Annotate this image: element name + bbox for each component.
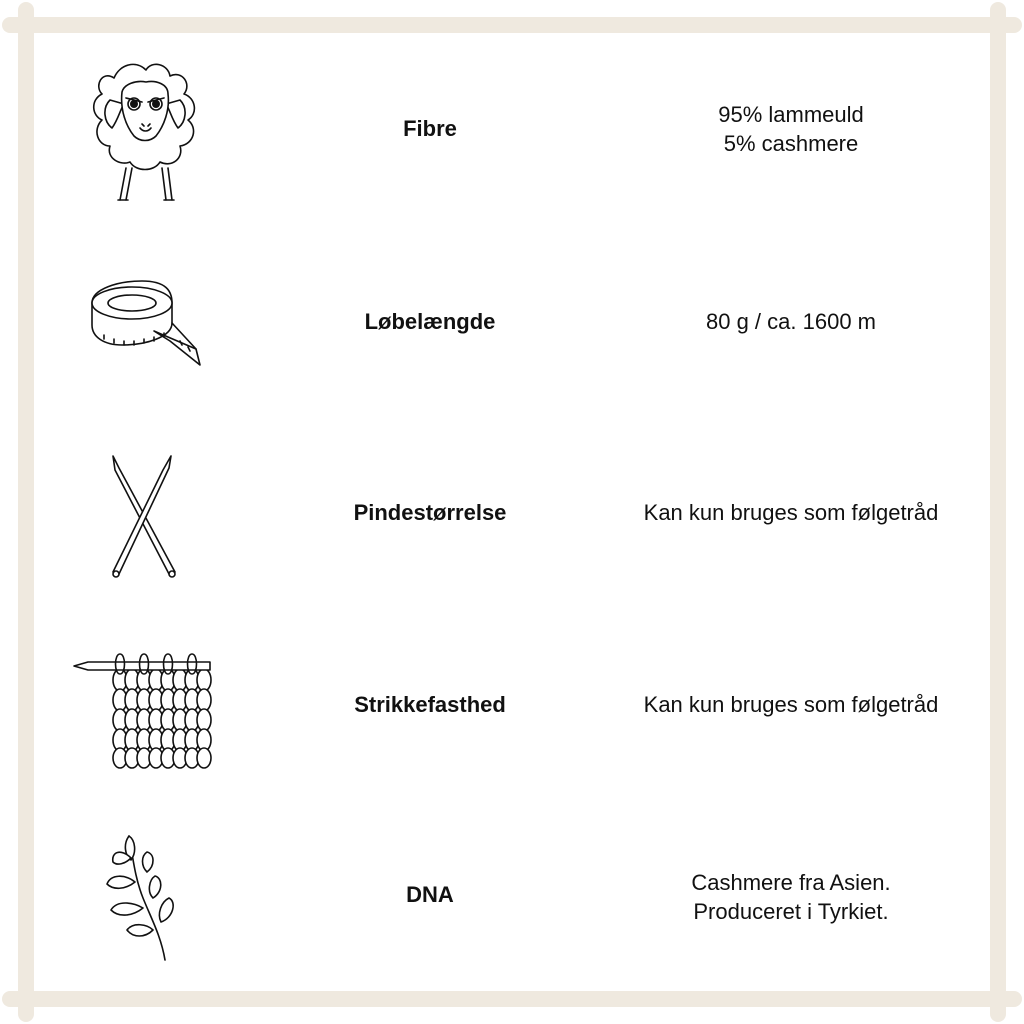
spec-value xyxy=(611,307,971,336)
spec-row-fibre xyxy=(34,50,990,210)
spec-value-line: Cashmere fra Asien. xyxy=(691,870,891,895)
spec-row-pindestoerrelse xyxy=(34,440,990,585)
spec-value-line: Produceret i Tyrkiet. xyxy=(693,899,889,924)
measuring-tape-icon xyxy=(74,270,214,370)
spec-row-loebelaengde xyxy=(34,260,990,380)
spec-value xyxy=(611,690,971,719)
spec-label: Løbelængde xyxy=(364,309,496,334)
spec-label: DNA xyxy=(406,882,454,907)
leaf-branch-icon xyxy=(74,825,214,965)
spec-label: Fibre xyxy=(403,116,457,141)
spec-value xyxy=(611,868,971,926)
spec-label: Strikkefasthed xyxy=(354,692,506,717)
frame-left xyxy=(18,2,34,1022)
spec-value-line: 5% cashmere xyxy=(723,131,859,156)
sheep-icon xyxy=(74,55,214,205)
spec-value-line: 80 g / ca. 1600 m xyxy=(706,309,876,334)
knitted-stitches-icon xyxy=(74,637,214,772)
frame-top xyxy=(2,17,1022,33)
spec-value xyxy=(611,498,971,527)
spec-label: Pindestørrelse xyxy=(353,500,507,525)
frame-bottom xyxy=(2,991,1022,1007)
spec-value-line: 95% lammeuld xyxy=(718,102,864,127)
spec-value-line: Kan kun bruges som følgetråd xyxy=(643,692,939,717)
knitting-needles-icon xyxy=(74,445,214,580)
spec-row-dna xyxy=(34,820,990,970)
spec-value xyxy=(611,100,971,158)
frame-right xyxy=(990,2,1006,1022)
spec-row-strikkefasthed xyxy=(34,632,990,777)
spec-value-line: Kan kun bruges som følgetråd xyxy=(643,500,939,525)
